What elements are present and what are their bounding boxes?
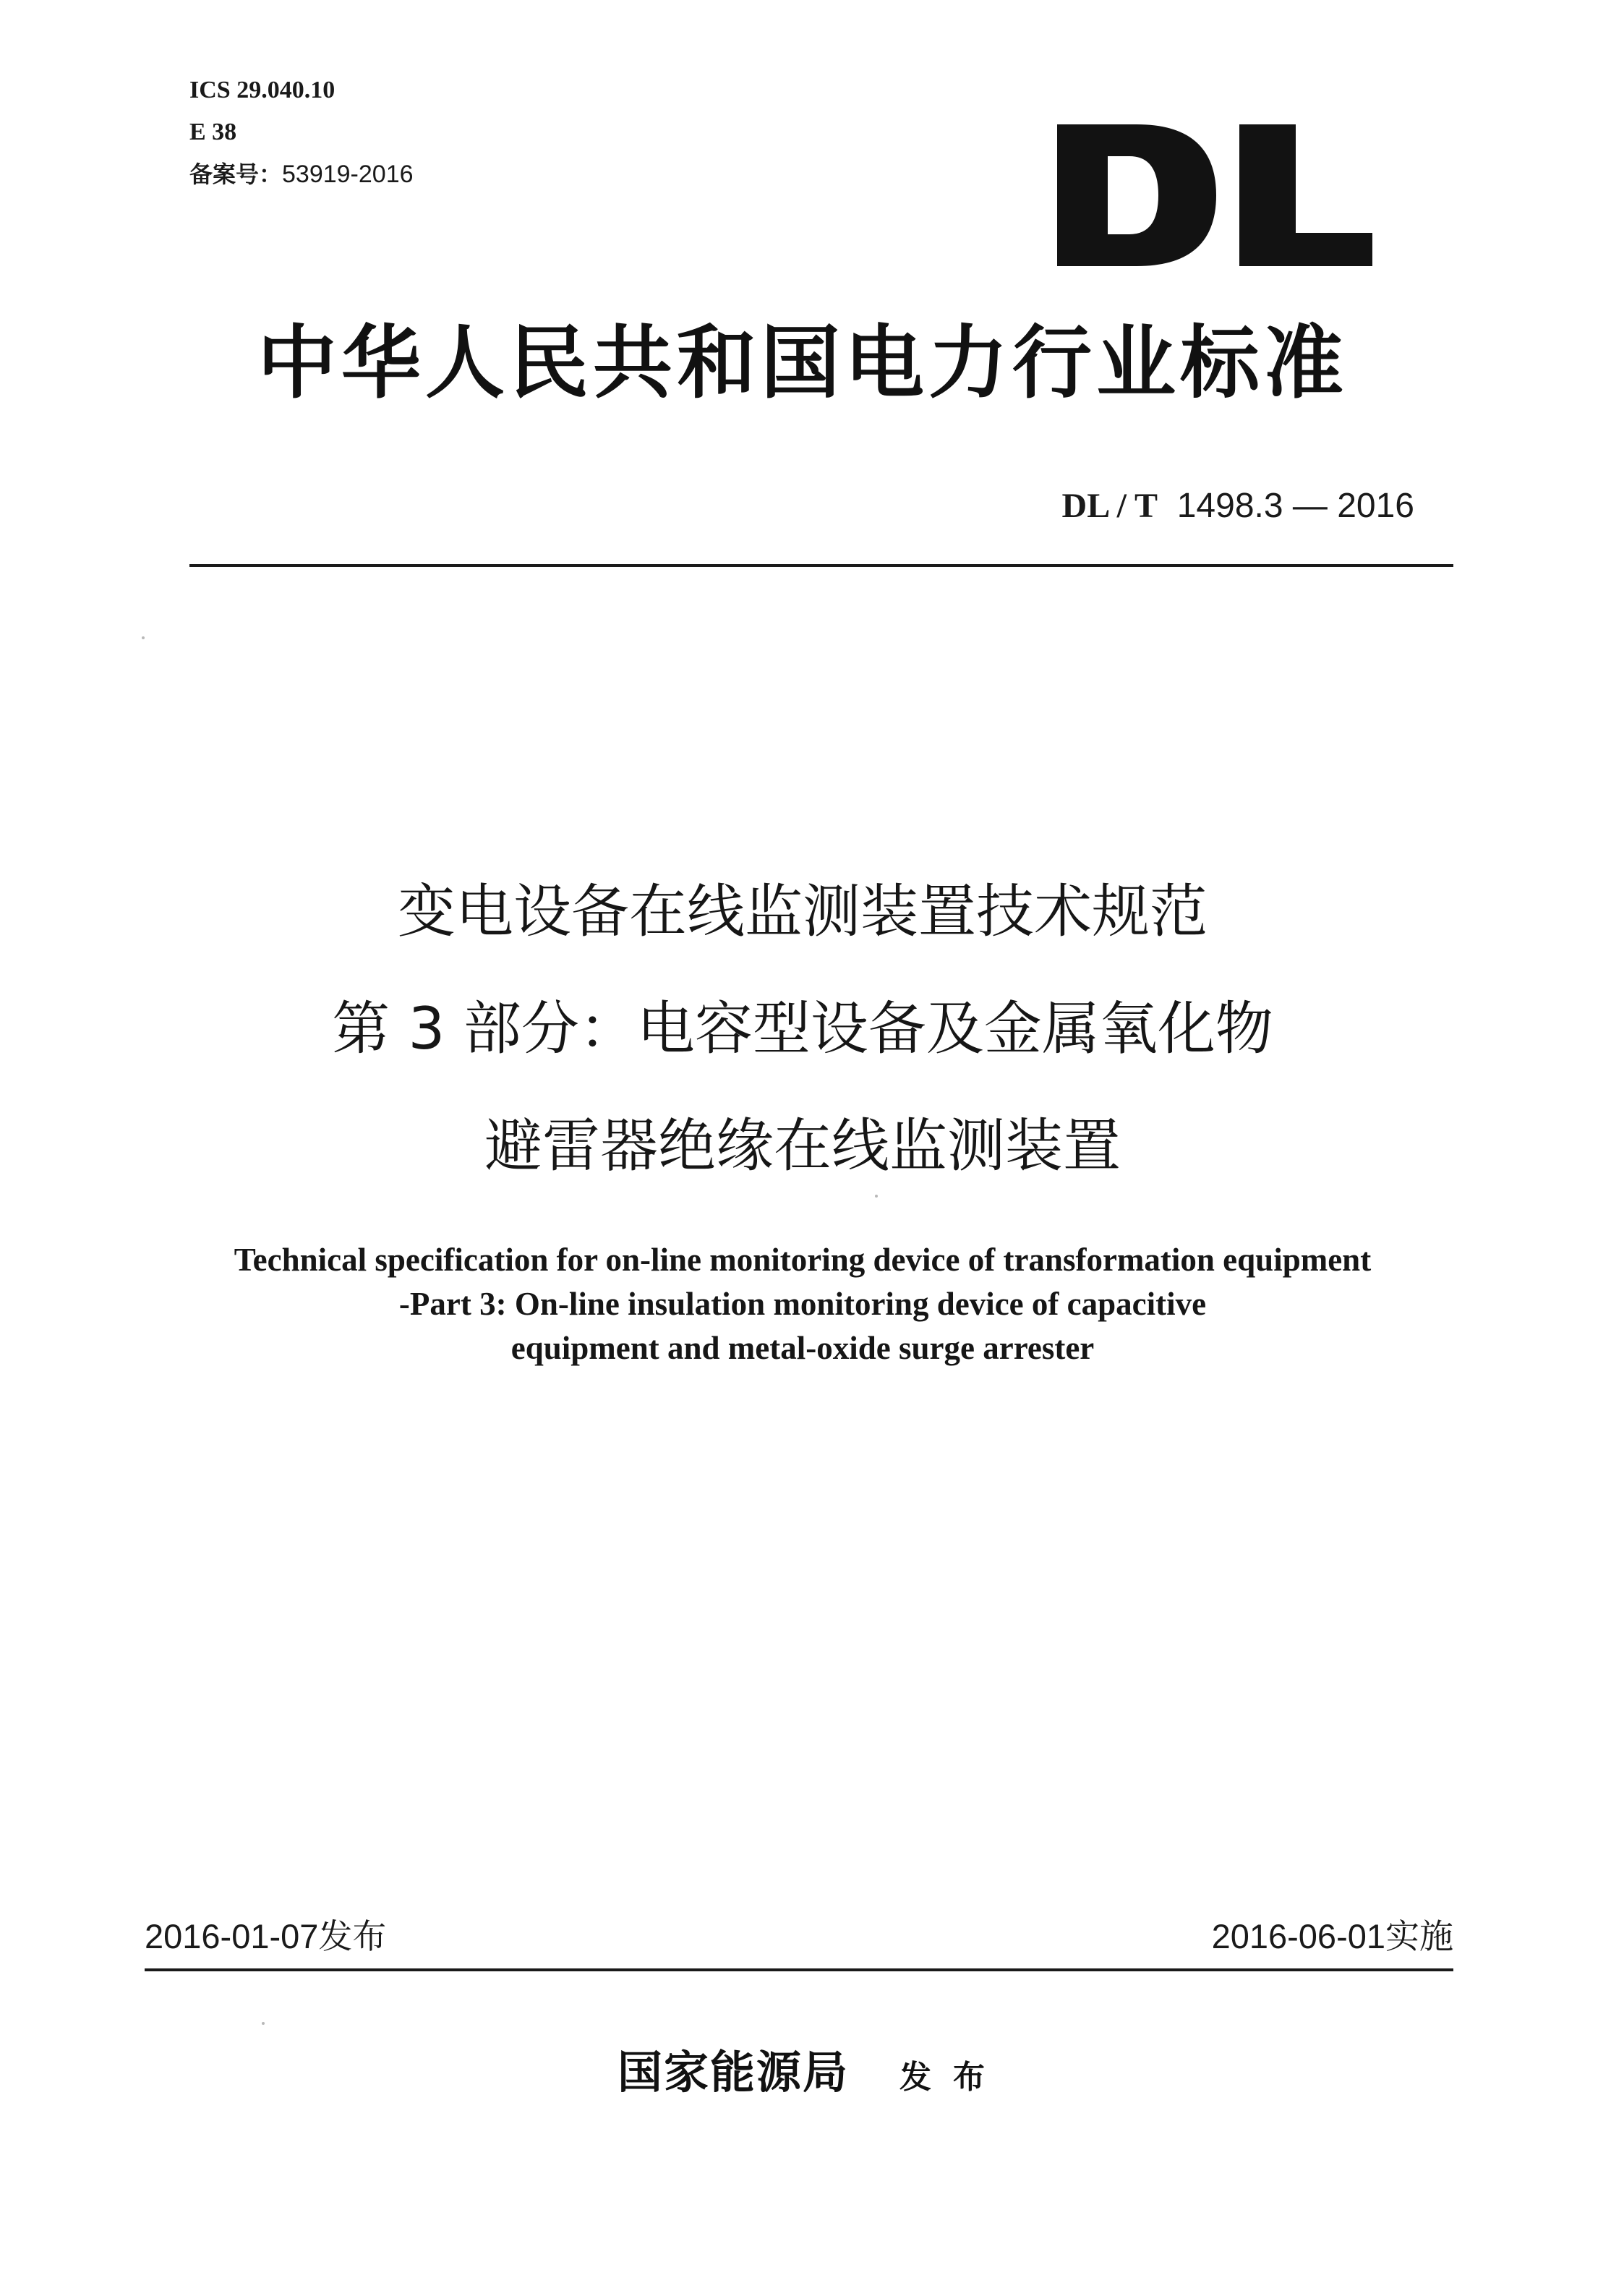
scan-speck [875, 1195, 878, 1198]
footer-divider [145, 1968, 1453, 1971]
chinese-title [145, 853, 1461, 1205]
chinese-title-line-3: 避雷器绝缘在线监测装置 [484, 1112, 1121, 1179]
standard-prefix: DL / T [1061, 487, 1158, 525]
issue-date: 2016-01-07发布 [145, 1917, 387, 1955]
issuing-authority-title: 中华人民共和国电力行业标准 [257, 316, 1348, 409]
classification-code: E 38 [189, 119, 237, 145]
standard-code: 1498.3 — 2016 [1176, 487, 1414, 525]
ics-code: ICS 29.040.10 [189, 77, 336, 103]
standard-number [1062, 485, 1414, 528]
record-number-label: 备案号： [189, 161, 283, 188]
english-title-line-1: Technical specification for on-line monitoring device of transformation equipment [234, 1242, 1372, 1278]
header-divider [189, 564, 1453, 567]
dl-logo [1057, 124, 1372, 266]
scan-speck [142, 636, 145, 639]
dl-logo-mark [1057, 124, 1372, 266]
scan-speck [262, 2022, 265, 2025]
document-metadata [189, 69, 414, 195]
effective-date: 2016-06-01实施 [1211, 1917, 1453, 1955]
dl-logo-letter-d [1057, 124, 1216, 266]
chinese-title-line-2: 第 3 部分：电容型设备及金属氧化物 [332, 995, 1273, 1062]
english-title-line-3: equipment and metal-oxide surge arrester [510, 1330, 1095, 1366]
english-title-line-2: -Part 3: On-line insulation monitoring device of capacitive [398, 1286, 1207, 1322]
publisher-name: 国家能源局 [617, 2046, 849, 2099]
record-number: 53919-2016 [282, 161, 414, 188]
dl-logo-letter-l [1239, 124, 1372, 266]
publish-action: 发布 [899, 2059, 1007, 2096]
publisher-line [0, 2044, 1624, 2113]
english-title [108, 1238, 1497, 1370]
chinese-title-line-1: 变电设备在线监测装置技术规范 [398, 878, 1208, 945]
record-number-line [189, 153, 414, 195]
